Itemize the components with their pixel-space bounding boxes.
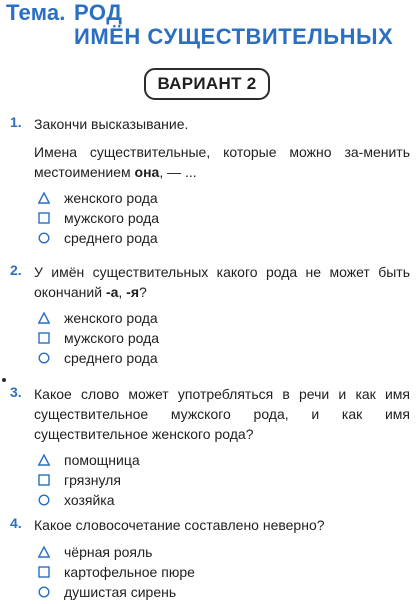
question-text: Закончи высказывание. xyxy=(34,116,189,132)
topic-title-line1: РОД xyxy=(74,0,123,25)
variant-badge: ВАРИАНТ 2 xyxy=(144,68,270,100)
stem-text: Имена существительные, которые можно за-менить местоимением xyxy=(34,144,410,180)
question-text-end: ? xyxy=(139,284,147,300)
stem-bold-word: она xyxy=(134,164,160,180)
question-number: 1. xyxy=(10,114,22,130)
question-text: Какое слово может употребляться в речи и как имя существительное мужского рода, и как имя существительное женского рода? xyxy=(34,386,410,442)
question-text-comma: , xyxy=(118,284,127,300)
option-label: хозяйка xyxy=(64,492,115,508)
question-text-start: У имён существительных какого рода не может быть окончаний xyxy=(34,264,410,300)
question-number: 3. xyxy=(10,384,22,400)
option-label: мужского рода xyxy=(64,210,160,226)
option-label: чёрная рояль xyxy=(64,544,153,560)
circle-icon xyxy=(38,494,50,506)
triangle-icon xyxy=(38,546,50,558)
square-icon xyxy=(38,332,50,344)
question-number: 4. xyxy=(10,515,22,531)
triangle-icon xyxy=(38,312,50,324)
option-label: помощница xyxy=(64,452,140,468)
option-label: женского рода xyxy=(64,190,158,206)
question-number: 2. xyxy=(10,262,22,278)
option-label: среднего рода xyxy=(64,230,158,246)
square-icon xyxy=(38,566,50,578)
topic-label: Тема. xyxy=(6,0,66,25)
option-label: женского рода xyxy=(64,310,158,326)
margin-dot xyxy=(2,378,6,382)
circle-icon xyxy=(38,232,50,244)
question-text xyxy=(34,262,410,302)
square-icon xyxy=(38,212,50,224)
triangle-icon xyxy=(38,454,50,466)
circle-icon xyxy=(38,586,50,598)
topic-title-line2: ИМЁН СУЩЕСТВИТЕЛЬНЫХ xyxy=(74,24,394,49)
ending-a: -а xyxy=(105,284,119,300)
square-icon xyxy=(38,474,50,486)
triangle-icon xyxy=(38,192,50,204)
option-label: мужского рода xyxy=(64,330,160,346)
option-label: душистая сирень xyxy=(64,584,177,600)
circle-icon xyxy=(38,352,50,364)
stem-text-end: , — ... xyxy=(159,164,197,180)
question-text: Какое словосочетание составлено неверно? xyxy=(34,517,325,533)
ending-ya: -я xyxy=(126,284,140,300)
option-label: картофельное пюре xyxy=(64,564,195,580)
option-label: грязнуля xyxy=(64,472,121,488)
option-label: среднего рода xyxy=(64,350,158,366)
question-stem xyxy=(34,142,410,182)
